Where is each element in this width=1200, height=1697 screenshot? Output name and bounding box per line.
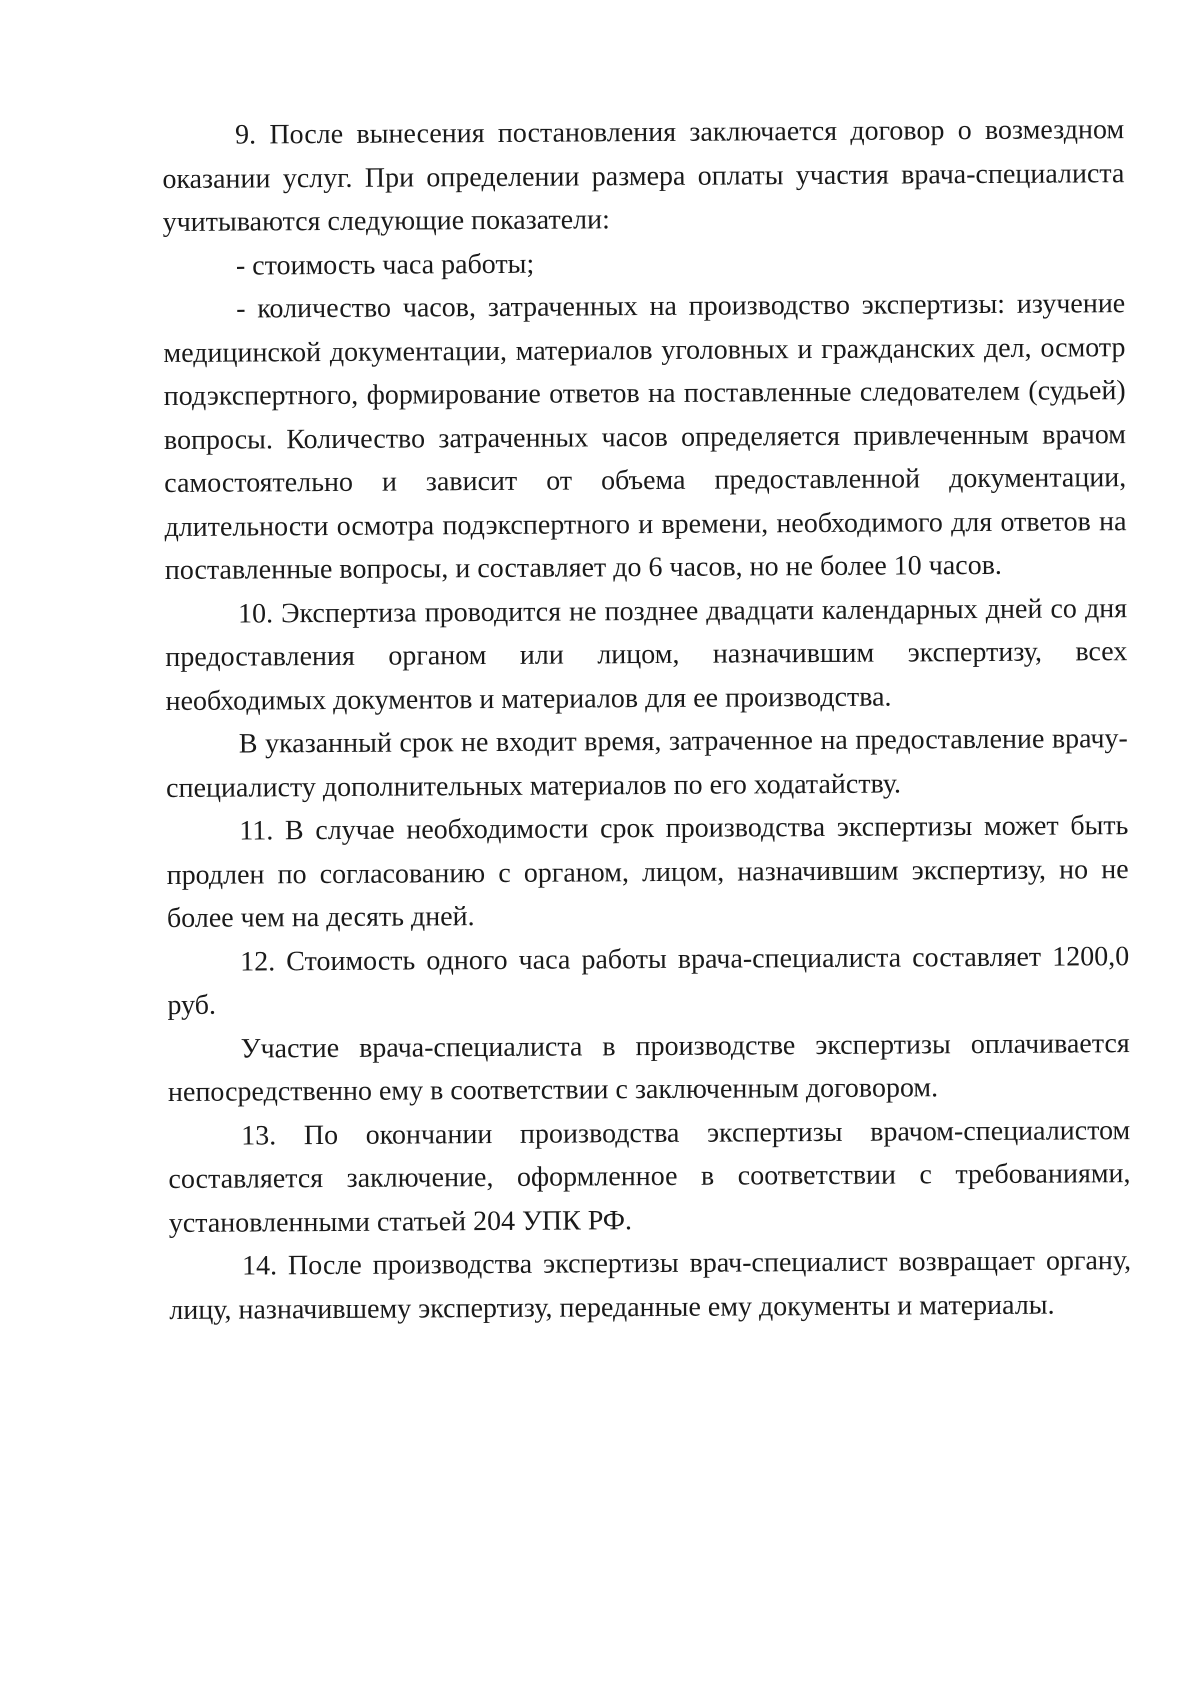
document-body [162, 108, 1131, 1332]
clause-14-paragraph: 14. После производства экспертизы врач-специалист возвращает органу, лицу, назначившему экспертизу, переданные ему документы и материалы. [169, 1245, 1132, 1326]
clause-9-paragraph: 9. После вынесения постановления заключается договор о возмездном оказании услуг. При определении размера оплаты участия врача-специалиста учитываются следующие показатели: [162, 114, 1125, 238]
list-item-hour-cost: - стоимость часа работы; [235, 248, 535, 282]
clause-12-payment-paragraph: Участие врача-специалиста в производстве экспертизы оплачивается непосредственно ему в соответствии с заключенным договором. [167, 1027, 1130, 1108]
list-item-hours-count: - количество часов, затраченных на производство экспертизы: изучение медицинской документации, материалов уголовных и гражданских дел, осмотр подэкспертного, формирование ответов на поставленные следователем (судьей) вопросы. Количество затраченных часов определяется привлеченным врачом самостоятельно и зависит от объема предоставленной документации, длительности осмотра подэкспертного и времени, необходимого для ответов на поставленные вопросы, и составляет до 6 часов, но не более 10 часов. [163, 288, 1127, 586]
clause-10-note-paragraph: В указанный срок не входит время, затраченное на предоставление врачу-специалисту дополнительных материалов по его ходатайству. [166, 723, 1128, 804]
clause-12-paragraph: 12. Стоимость одного часа работы врача-специалиста составляет 1200,0 руб. [167, 940, 1130, 1021]
clause-10-paragraph: 10. Экспертиза проводится не позднее двадцати календарных дней со дня предоставления органом или лицом, назначившим экспертизу, всех необходимых документов и материалов для ее производства. [165, 592, 1128, 717]
clause-13-paragraph: 13. По окончании производства экспертизы врачом-специалистом составляется заключение, оформленное в соответствии с требованиями, установленными статьей 204 УПК РФ. [168, 1114, 1131, 1239]
clause-11-paragraph: 11. В случае необходимости срок производства экспертизы может быть продлен по согласованию с органом, лицом, назначившим экспертизу, но не более чем на десять дней. [166, 810, 1129, 934]
